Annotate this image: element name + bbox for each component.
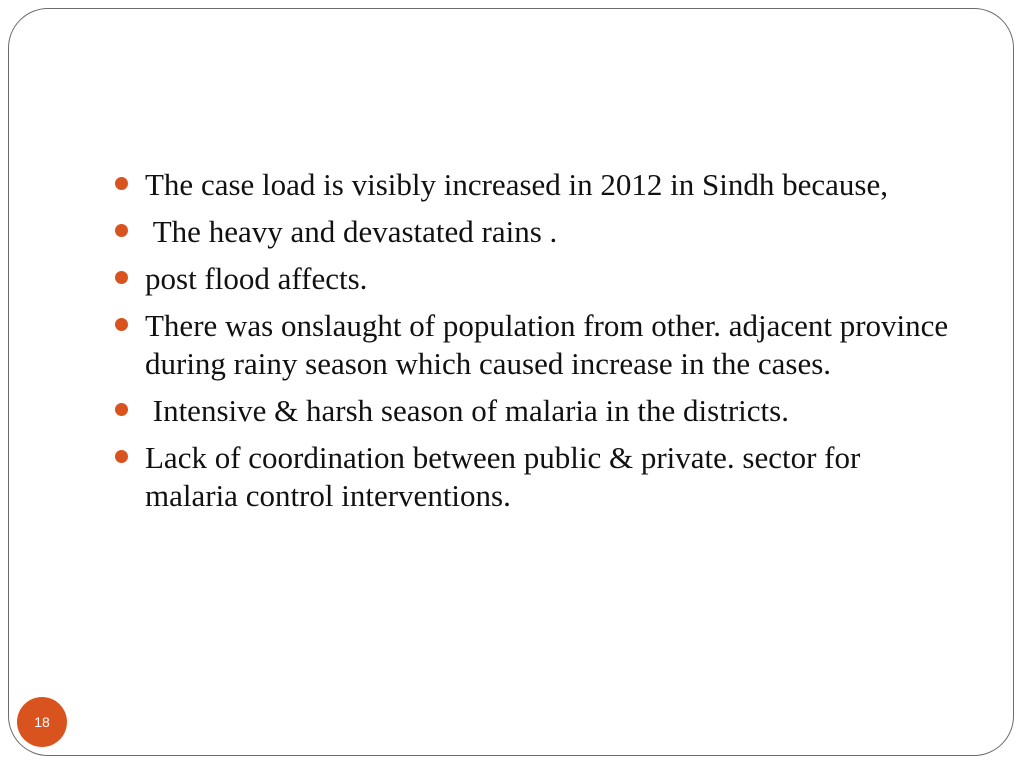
bullet-item — [115, 213, 955, 251]
bullet-dot-icon — [115, 318, 128, 331]
bullet-text: There was onslaught of population from other. adjacent province during rainy season which caused increase in the cases. — [145, 308, 949, 381]
bullet-text: Lack of coordination between public & private. sector for malaria control interventions. — [145, 440, 861, 513]
bullet-item — [115, 166, 955, 204]
bullet-dot-icon — [115, 271, 128, 284]
bullet-dot-icon — [115, 403, 128, 416]
bullet-dot-icon — [115, 224, 128, 237]
bullet-text: Intensive & harsh season of malaria in the districts. — [145, 393, 789, 428]
bullet-dot-icon — [115, 177, 128, 190]
slide-content — [115, 166, 955, 524]
bullet-item — [115, 260, 955, 298]
page-number-badge — [17, 697, 67, 747]
bullet-list — [115, 166, 955, 515]
page-number: 18 — [34, 714, 50, 730]
bullet-item — [115, 307, 955, 383]
bullet-item — [115, 392, 955, 430]
bullet-text: The heavy and devastated rains . — [145, 214, 558, 249]
bullet-text: The case load is visibly increased in 2012 in Sindh because, — [145, 167, 888, 202]
bullet-text: post flood affects. — [145, 261, 368, 296]
bullet-dot-icon — [115, 450, 128, 463]
bullet-item — [115, 439, 955, 515]
